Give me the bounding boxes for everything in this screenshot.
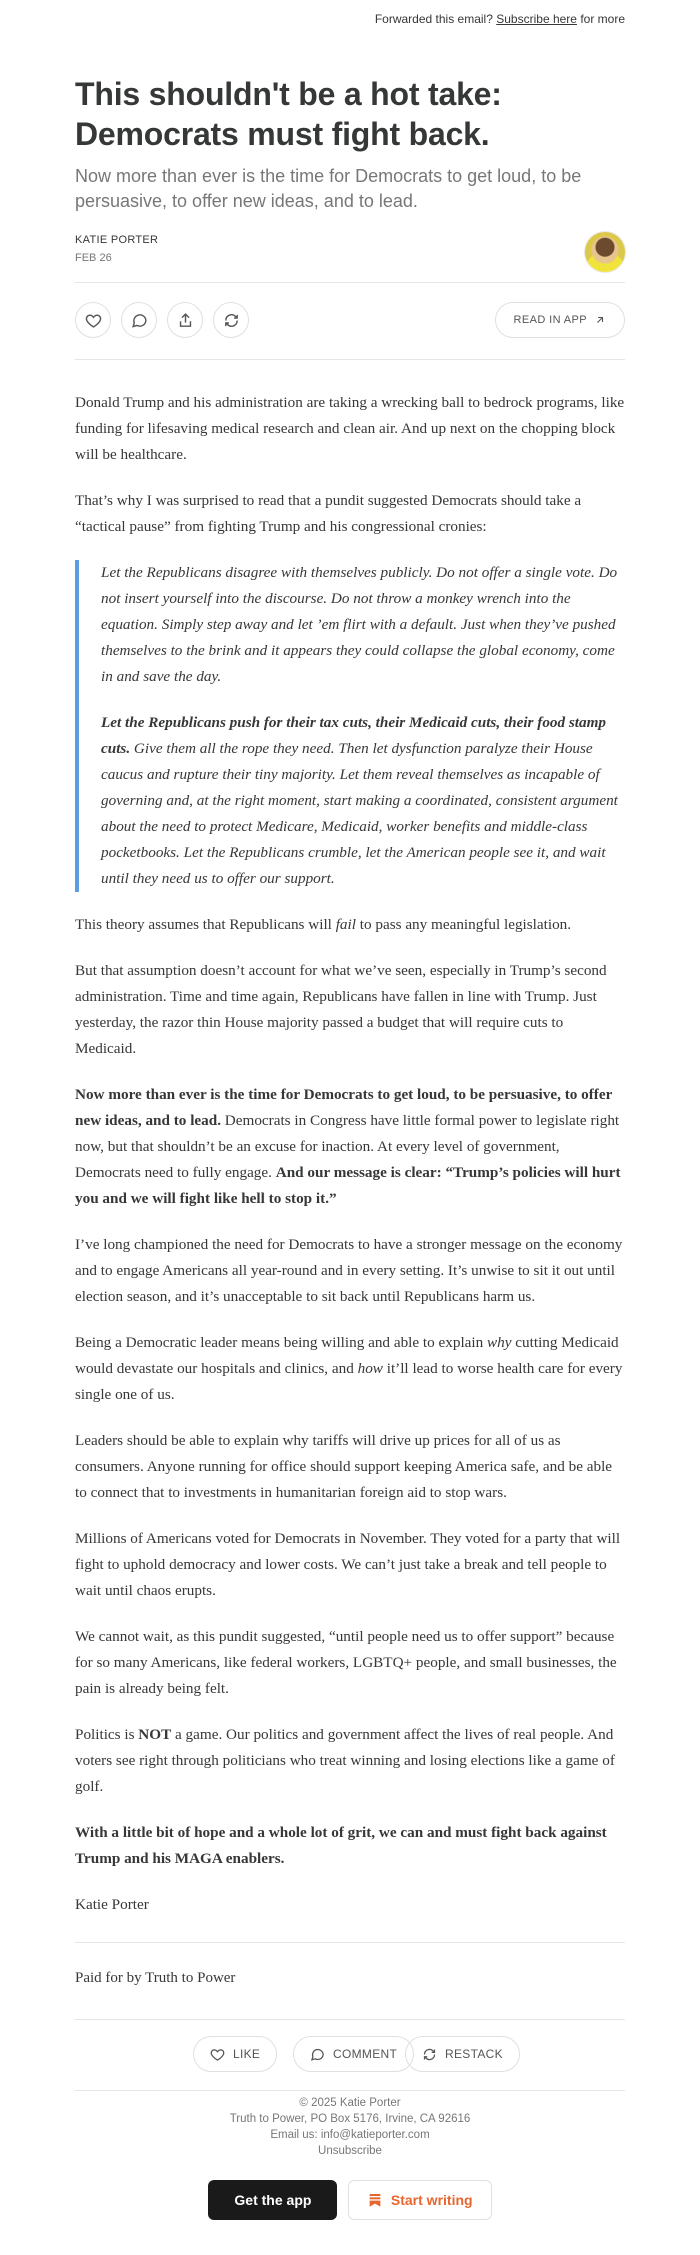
text-run: a game. Our politics and government affect the lives of real people. And voters see right through politicians who treat winning and losing elections like a game of golf.: [75, 1726, 615, 1795]
comment-icon: [310, 2047, 325, 2062]
emphasis: how: [357, 1360, 383, 1377]
footer-meta: [75, 2096, 625, 2160]
restack-button[interactable]: [213, 302, 249, 338]
post-date: FEB 26: [75, 252, 112, 264]
text-run: to pass any meaningful legislation.: [355, 916, 572, 933]
paragraph: Leaders should be able to explain why tariffs will drive up prices for all of us as consumers. Anyone running for office should support keeping America safe, and be able to connect that to investments in humanitarian foreign aid to stop wars.: [75, 1432, 613, 1501]
footer-cta: [75, 2180, 625, 2220]
text-run: cutting Medicaid would devastate our hospitals and clinics, and: [75, 1334, 619, 1377]
read-in-app-button[interactable]: [495, 302, 625, 338]
author-name[interactable]: KATIE PORTER: [75, 234, 159, 246]
read-in-app-label: READ IN APP: [513, 314, 587, 326]
footer-action-bar: [75, 2019, 625, 2091]
heart-icon: [85, 312, 102, 329]
paragraph: [75, 1722, 625, 1800]
divider: [75, 359, 625, 360]
text-run: Democrats in Congress have little formal power to legislate right now, but that shouldn’t be an excuse for inaction. At every level of government, Democrats need to fully engage.: [75, 1112, 620, 1181]
paragraph: That’s why I was surprised to read that a pundit suggested Democrats should take a “tactical pause” from fighting Trump and his congressional cronies:: [75, 492, 582, 535]
comment-label: COMMENT: [333, 2047, 398, 2061]
forward-bar: [75, 0, 625, 38]
unsubscribe-link[interactable]: Unsubscribe: [318, 2145, 382, 2157]
forward-text: Forwarded this email?: [374, 12, 493, 26]
quote-paragraph: [101, 710, 625, 892]
comment-icon: [131, 312, 148, 329]
paragraph: [75, 1330, 625, 1408]
paid-for-disclaimer: Paid for by Truth to Power: [75, 1970, 236, 1986]
quote-bold: Let the Republicans push for their tax cuts, their Medicaid cuts, their food stamp cuts.: [101, 714, 607, 757]
substack-logo-icon: [367, 2192, 383, 2208]
avatar[interactable]: [585, 232, 625, 272]
signoff: Katie Porter: [75, 1896, 149, 1913]
emphasis: fail: [335, 916, 356, 933]
forward-suffix: for more: [580, 12, 625, 26]
post-title[interactable]: This shouldn't be a hot take: Democrats must fight back.: [75, 76, 502, 152]
paragraph: Millions of Americans voted for Democrats in November. They voted for a party that will fight to uphold democracy and lower costs. We can’t just take a break and tell people to wait until chaos erupts.: [75, 1530, 621, 1599]
text-run: This theory assumes that Republicans will: [75, 916, 336, 933]
paragraph: [75, 1820, 625, 1872]
block-quote: [75, 560, 625, 892]
restack-icon: [223, 312, 240, 329]
like-label: LIKE: [233, 2047, 261, 2061]
text-run: Being a Democratic leader means being willing and able to explain: [75, 1334, 488, 1351]
restack-icon: [422, 2047, 437, 2062]
text-run: it’ll lead to worse health care for every single one of us.: [75, 1360, 623, 1403]
paragraph: We cannot wait, as this pundit suggested, “until people need us to offer support” because for so many Americans, like federal workers, LGBTQ+ people, and small businesses, the pain is already being felt.: [75, 1628, 617, 1697]
emphasis: why: [487, 1334, 512, 1351]
paragraph: [75, 912, 625, 938]
quote-paragraph: Let the Republicans disagree with themselves publicly. Do not offer a single vote. Do not insert yourself into the discourse. Do not throw a monkey wrench into the equation. Simply step away and let ’em flirt with a default. Just when they’ve pushed themselves to the brink and it appears they could collapse the global economy, come in and save the day.: [101, 564, 618, 685]
contact-email[interactable]: Email us: info@katieporter.com: [270, 2129, 430, 2141]
bold-text: With a little bit of hope and a whole lot of grit, we can and must fight back against Trump and his MAGA enablers.: [75, 1824, 607, 1867]
paragraph: [75, 1082, 625, 1212]
comment-button[interactable]: [121, 302, 157, 338]
postal-address: Truth to Power, PO Box 5176, Irvine, CA 92616: [229, 2113, 471, 2125]
post-subtitle: Now more than ever is the time for Democrats to get loud, to be persuasive, to offer new ideas, and to lead.: [75, 166, 582, 211]
footer-like-button[interactable]: [193, 2036, 277, 2072]
share-icon: [177, 312, 194, 329]
footer-comment-button[interactable]: [293, 2036, 414, 2072]
bold-text: Now more than ever is the time for Democrats to get loud, to be persuasive, to offer new ideas, and to lead.: [75, 1086, 613, 1129]
start-writing-button[interactable]: [348, 2180, 492, 2220]
action-bar: [75, 283, 625, 359]
footer-restack-button[interactable]: [405, 2036, 520, 2072]
text-run: Politics is: [75, 1726, 139, 1743]
subscribe-link[interactable]: Subscribe here: [496, 12, 577, 26]
bold-text: And our message is clear: “Trump’s policies will hurt you and we will fight like hell to stop it.”: [75, 1164, 621, 1207]
quote-text: Give them all the rope they need. Then let dysfunction paralyze their House caucus and rupture their tiny majority. Let them reveal themselves as incapable of governing and, at the right moment, start making a coordinated, consistent argument about the need to protect Medicare, Medicaid, worker benefits and middle-class pocketbooks. Let the Republicans crumble, let the American people see it, and wait until they need us to offer our support.: [101, 740, 618, 887]
email-container: [75, 0, 625, 2220]
paragraph: Donald Trump and his administration are taking a wrecking ball to bedrock programs, like funding for lifesaving medical research and clean air. And up next on the chopping block will be healthcare.: [75, 394, 625, 463]
copyright: © 2025 Katie Porter: [299, 2097, 401, 2109]
divider: [75, 1942, 625, 1943]
post-body: [75, 390, 625, 1918]
paragraph: But that assumption doesn’t account for what we’ve seen, especially in Trump’s second administration. Time and time again, Republicans have fallen in line with Trump. Just yesterday, the razor thin House majority passed a budget that will require cuts to Medicaid.: [75, 962, 607, 1057]
start-writing-label: Start writing: [390, 2192, 473, 2208]
like-button[interactable]: [75, 302, 111, 338]
arrow-up-right-icon: [594, 314, 606, 326]
bold-text: NOT: [138, 1726, 172, 1743]
restack-label: RESTACK: [445, 2047, 503, 2061]
get-app-button[interactable]: Get the app: [208, 2180, 337, 2220]
share-button[interactable]: [167, 302, 203, 338]
heart-icon: [210, 2047, 225, 2062]
paragraph: I’ve long championed the need for Democrats to have a stronger message on the economy and to engage Americans all year-round and in every setting. It’s unwise to sit it out until election season, and it’s unacceptable to sit back until Republicans harm us.: [75, 1236, 623, 1305]
byline: [75, 234, 625, 282]
